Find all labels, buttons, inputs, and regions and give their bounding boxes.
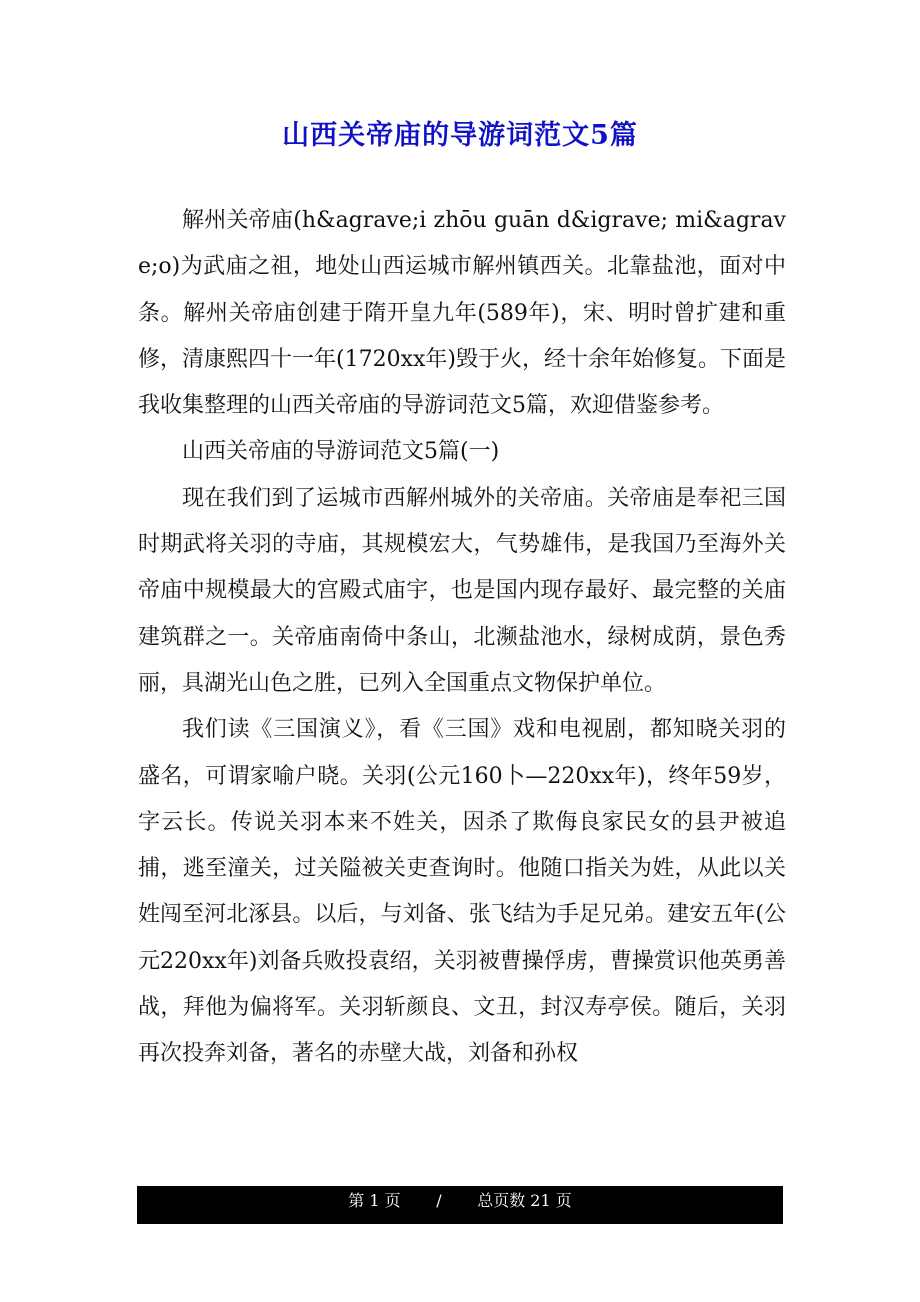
total-pages: 总页数 21 页 <box>477 1191 572 1210</box>
body-paragraph: 现在我们到了运城市西解州城外的关帝庙。关帝庙是奉祀三国时期武将关羽的寺庙，其规模宏大，气势雄伟，是我国乃至海外关帝庙中规模最大的宫殿式庙宇，也是国内现存最好、最完整的关庙建筑群之一。关帝庙南倚中条山，北濒盐池水，绿树成荫，景色秀丽，具湖光山色之胜，已列入全国重点文物保护单位。 <box>138 485 786 696</box>
intro-paragraph: 解州关帝庙(h&agrave;i zhōu guān d&igrave; mi&agrave;o)为武庙之祖，地处山西运城市解州镇西关。北靠盐池，面对中条。解州关帝庙创建于隋开皇九年(589年)，宋、明时曾扩建和重修，清康熙四十一年(1720xx年)毁于火，经十余年始修复。下面是我收集整理的山西关帝庙的导游词范文5篇，欢迎借鉴参考。 <box>138 208 786 419</box>
page-separator: / <box>436 1191 442 1210</box>
page-number: 第 1 页 <box>348 1191 401 1210</box>
document-body <box>138 198 786 1078</box>
page-footer <box>137 1186 783 1224</box>
section-heading: 山西关帝庙的导游词范文5篇(一) <box>182 439 500 465</box>
document-title: 山西关帝庙的导游词范文5篇 <box>282 120 638 151</box>
body-paragraph: 我们读《三国演义》，看《三国》戏和电视剧，都知晓关羽的盛名，可谓家喻户晓。关羽(公元160卜—220xx年)，终年59岁，字云长。传说关羽本来不姓关，因杀了欺侮良家民女的县尹被追捕，逃至潼关，过关隘被关吏查询时。他随口指关为姓，从此以关姓闯至河北涿县。以后，与刘备、张飞结为手足兄弟。建安五年(公元220xx年)刘备兵败投袁绍，关羽被曹操俘虏，曹操赏识他英勇善战，拜他为偏将军。关羽斩颜良、文丑，封汉寿亭侯。随后，关羽再次投奔刘备，著名的赤壁大战，刘备和孙权 <box>138 717 787 1067</box>
